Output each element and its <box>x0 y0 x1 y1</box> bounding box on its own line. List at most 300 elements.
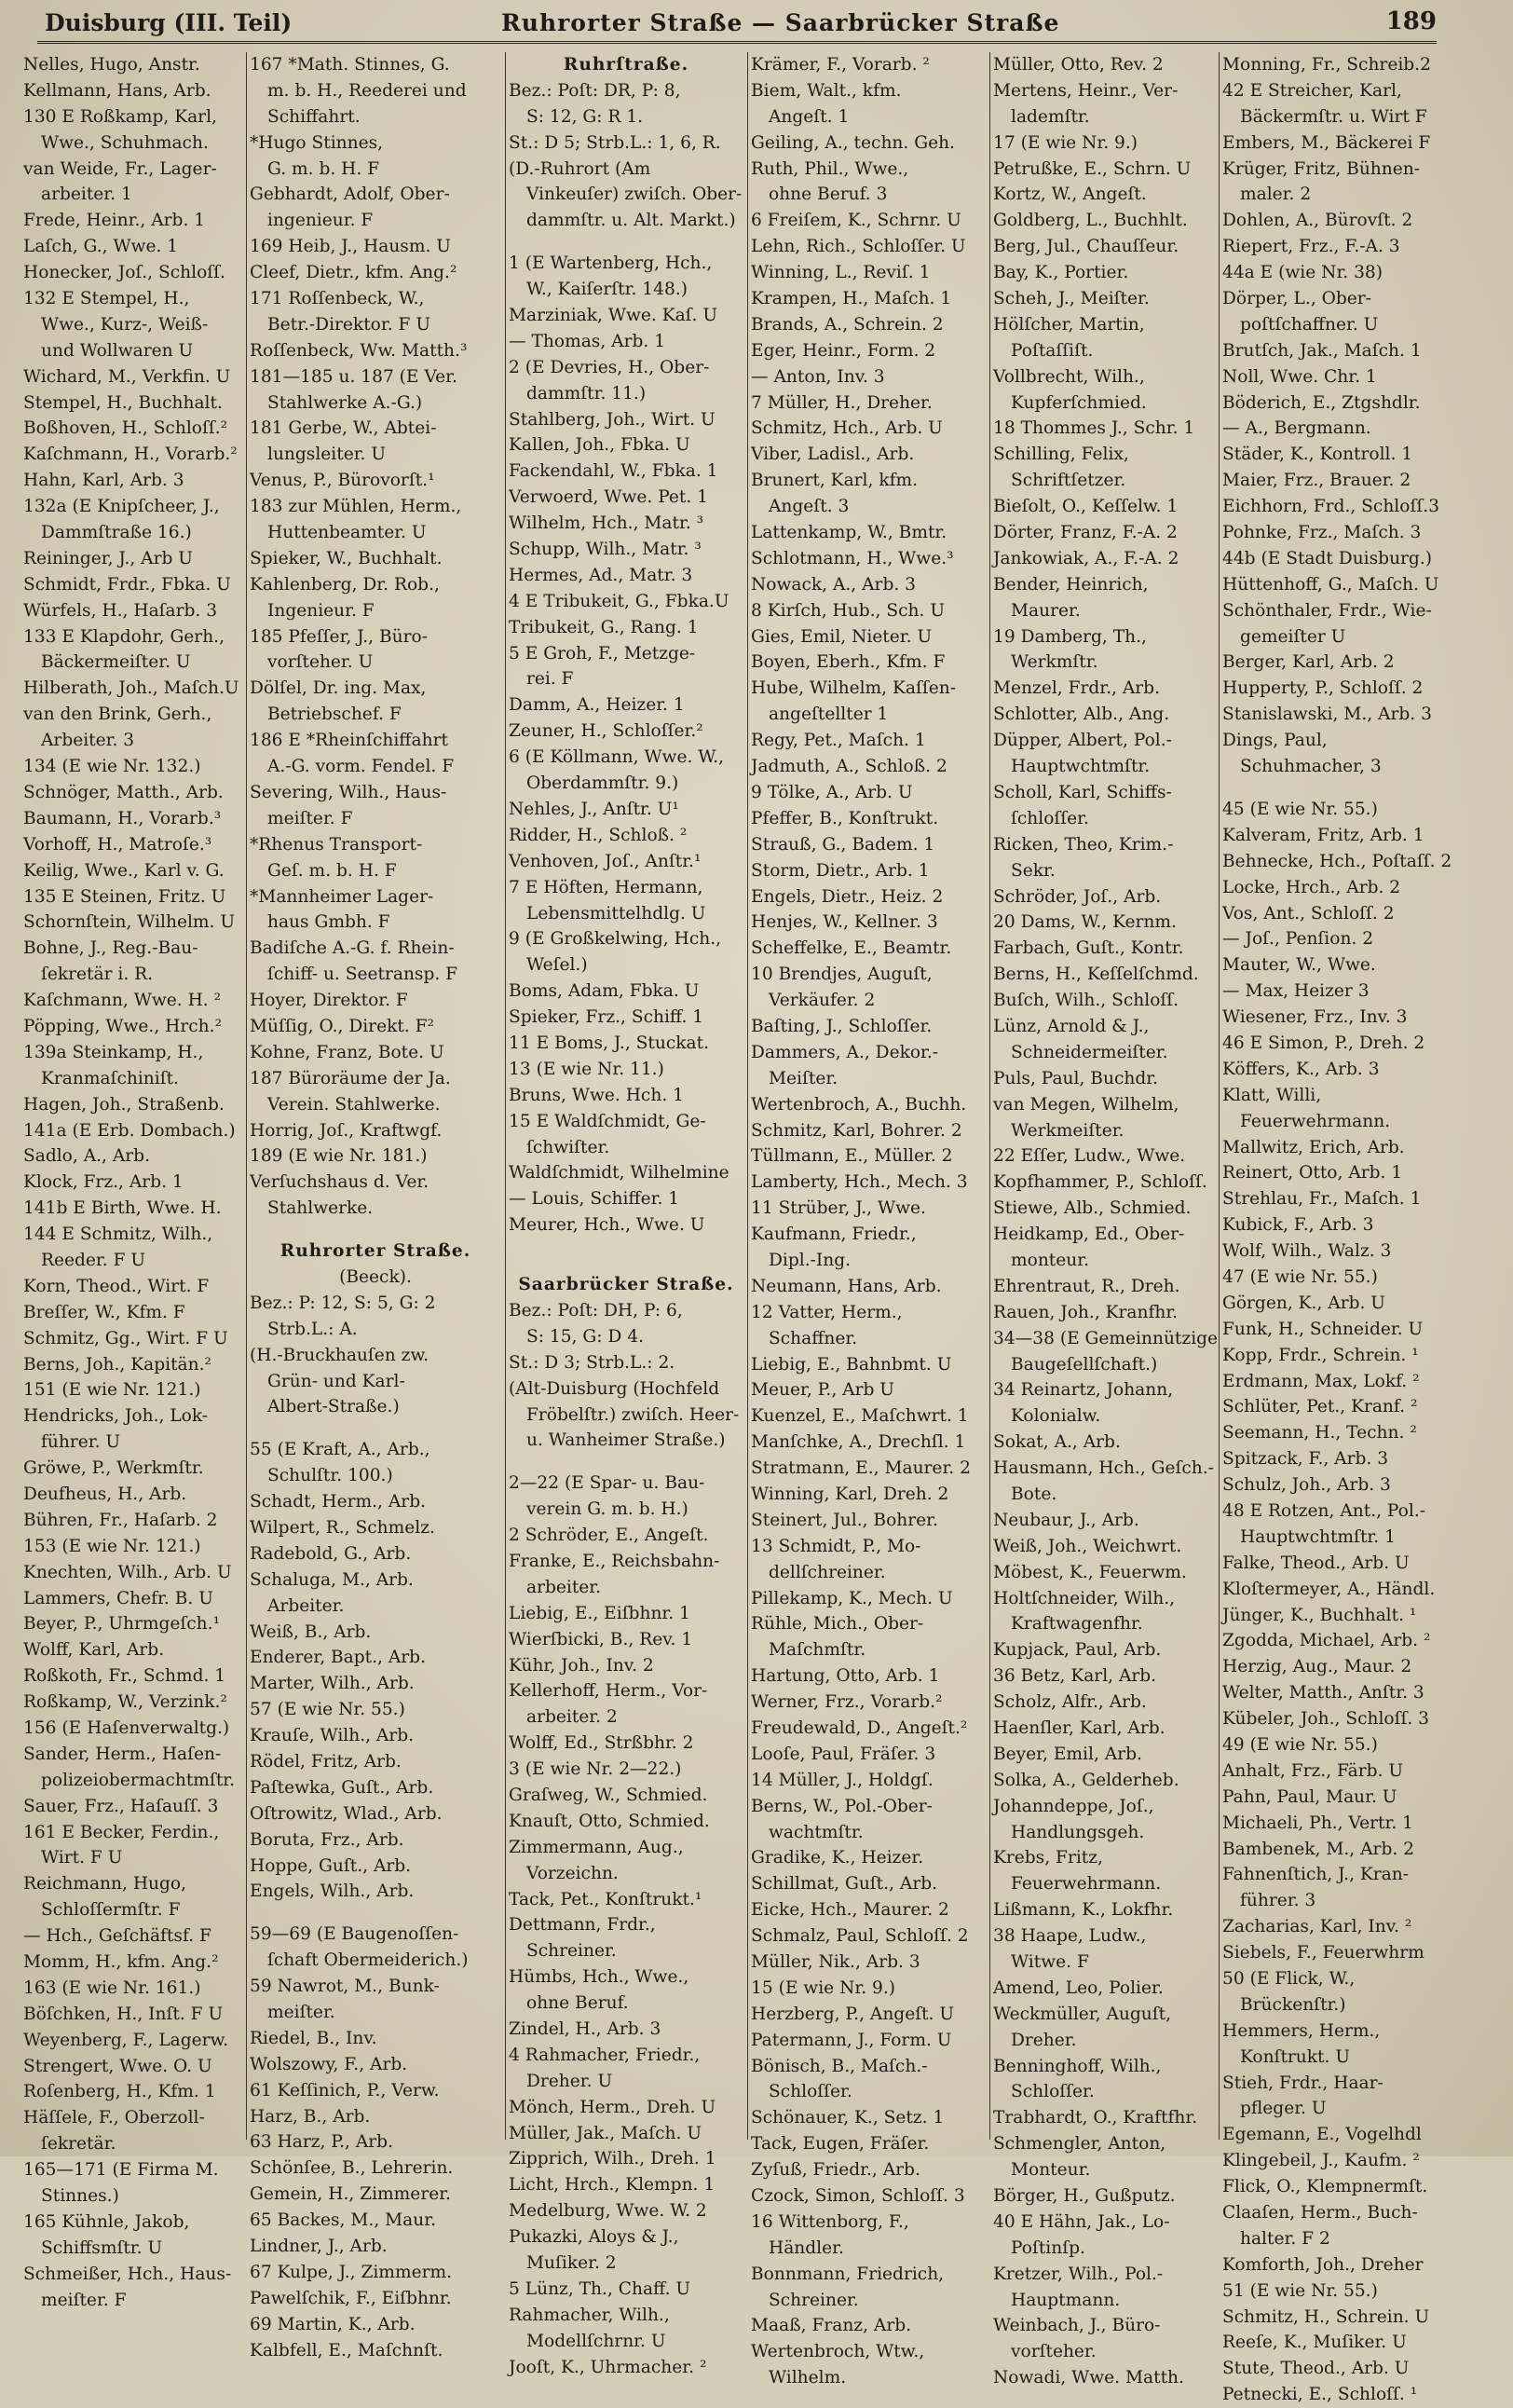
directory-entry-line: Enderer, Bapt., Arb. <box>250 1648 426 1668</box>
directory-entry-line: Berns, Joh., Kapitän.² <box>23 1354 211 1375</box>
column-1 <box>20 52 244 2310</box>
directory-entry-line: Reeſe, K., Muſiker. U <box>1222 2333 1407 2353</box>
directory-entry-line: 5 Lünz, Th., Chaff. U <box>509 2278 691 2299</box>
directory-entry-line: Scheh, J., Meiſter. <box>993 289 1150 309</box>
directory-entry-line: Pawelſchik, F., Eiſbhnr. <box>250 2288 452 2308</box>
directory-entry-line: Muſiker. 2 <box>526 2253 617 2274</box>
directory-entry-line: Berns, W., Pol.-Ober- <box>751 1796 933 1816</box>
directory-entry-line: 34—38 (E Gemeinnützige <box>993 1328 1219 1348</box>
directory-entry-line: Zeuner, H., Schloſſer.² <box>509 721 703 742</box>
directory-entry-line: u. Wanheimer Straße.) <box>526 1430 726 1451</box>
directory-entry-line: 165 Kühnle, Jakob, <box>23 2211 190 2232</box>
directory-entry-line: Kalveram, Fritz, Arb. 1 <box>1222 825 1424 845</box>
directory-entry-line: 169 Heib, J., Hausm. U <box>250 237 451 257</box>
directory-entry-line: Klock, Frz., Arb. 1 <box>23 1172 184 1193</box>
directory-entry-line: Waldſchmidt, Wilhelmine <box>509 1163 729 1183</box>
directory-entry-line: Böderich, E., Ztgshdlr. <box>1222 392 1421 413</box>
directory-entry-line: Henjes, W., Kellner. 3 <box>751 912 938 933</box>
directory-entry-line: — Max, Heizer 3 <box>1222 981 1370 1002</box>
directory-entry-line: Lebensmittelhdlg. U <box>526 903 706 924</box>
directory-entry-line: 144 E Schmitz, Wilh., <box>23 1225 213 1245</box>
directory-entry-line: Huttenbeamter. U <box>267 523 427 543</box>
directory-entry-line: Strengert, Wwe. O. U <box>23 2056 212 2076</box>
directory-entry-line: 44a E (wie Nr. 38) <box>1222 263 1384 283</box>
directory-entry-line: Fröbelſtr.) zwiſch. Heer- <box>526 1404 740 1425</box>
directory-entry-line: Bäckermſtr. u. Wirt F <box>1240 106 1427 127</box>
directory-entry-line: Feuerwehrmann. <box>1240 1111 1391 1131</box>
directory-entry-line: St.: D 3; Strb.L.: 2. <box>509 1352 675 1373</box>
directory-entry-line: Frede, Heinr., Arb. 1 <box>23 211 206 231</box>
directory-entry-line: Vorzeichn. <box>526 1863 619 1883</box>
directory-entry-line: Bäckermeiſter. U <box>41 652 191 673</box>
directory-entry-line: Dörper, L., Ober- <box>1222 289 1371 309</box>
directory-entry-line: Meurer, Hch., Wwe. U <box>509 1215 705 1236</box>
directory-entry-line: 181 Gerbe, W., Abtei- <box>250 418 437 439</box>
directory-entry-line: Ehrentraut, R., Dreh. <box>993 1276 1180 1296</box>
directory-entry-line: Dölſel, Dr. ing. Max, <box>250 678 427 699</box>
directory-entry-line: Neumann, Hans, Arb. <box>751 1276 942 1296</box>
directory-entry-line: Paſtewka, Guſt., Arb. <box>250 1777 434 1798</box>
directory-entry-line: 17 (E wie Nr. 9.) <box>993 132 1138 153</box>
directory-entry-line: Severing, Wilh., Haus- <box>250 782 447 802</box>
directory-entry-line: angeſtellter 1 <box>769 705 889 725</box>
directory-entry-line: führer. 3 <box>1240 1891 1316 1911</box>
directory-entry-line: Spieker, Frz., Schiff. 1 <box>509 1007 704 1028</box>
directory-entry-line: Kraftwagenfhr. <box>1011 1614 1143 1635</box>
directory-entry-line: 69 Martin, K., Arb. <box>250 2314 416 2334</box>
directory-entry-line: 6 (E Köllmann, Wwe. W., <box>509 747 724 768</box>
directory-entry-line: G. m. b. H. F <box>267 158 380 179</box>
directory-entry-line: Vorhoff, H., Matroſe.³ <box>23 834 212 855</box>
directory-entry-line: gemeiſter U <box>1240 626 1346 647</box>
directory-entry-line <box>506 1255 746 1272</box>
directory-entry-line: Marter, Wilh., Arb. <box>250 1674 415 1694</box>
directory-entry-line: lademſtr. <box>1011 106 1090 127</box>
directory-entry-line: Kohne, Franz, Bote. U <box>250 1042 444 1062</box>
directory-entry-line: 19 Damberg, Th., <box>993 626 1147 647</box>
directory-entry-line: Reininger, J., Arb U <box>23 548 193 568</box>
directory-entry-line: 34 Reinartz, Johann, <box>993 1380 1174 1401</box>
directory-entry-line: Schloſſermſtr. F <box>41 1900 181 1921</box>
directory-entry-line: 16 Wittenborg, F., <box>751 2211 909 2232</box>
directory-entry-line: Stempel, H., Buchhalt. <box>23 392 223 413</box>
directory-entry-line: Engels, Dietr., Heiz. 2 <box>751 886 944 907</box>
directory-entry-line: Pöpping, Wwe., Hrch.² <box>23 1016 223 1036</box>
directory-entry-line: Roßkoth, Fr., Schmd. 1 <box>23 1666 226 1687</box>
directory-entry-line: Stahlwerke. <box>267 1198 374 1219</box>
directory-entry-line: Herzig, Aug., Maur. 2 <box>1222 1657 1412 1677</box>
directory-entry-line: Knauſt, Otto, Schmied. <box>509 1811 710 1831</box>
directory-entry-line: Weiß, Joh., Weichwrt. <box>993 1536 1182 1556</box>
directory-entry-line: van Weide, Fr., Lager- <box>23 158 217 179</box>
directory-entry-line: Schröder, Joſ., Arb. <box>993 886 1162 907</box>
directory-entry-line: Hauptmann. <box>1011 2290 1121 2310</box>
directory-entry-line: Wolff, Karl, Arb. <box>23 1640 165 1661</box>
directory-entry-line: poſtſchaffner. U <box>1240 314 1379 335</box>
directory-entry-line: Nelles, Hugo, Anstr. <box>23 55 200 75</box>
directory-entry-line: Zyſuß, Friedr., Arb. <box>751 2160 920 2181</box>
directory-entry-line: Storm, Dietr., Arb. 1 <box>751 860 930 881</box>
directory-entry-line: ſchwiſter. <box>526 1137 610 1157</box>
directory-entry-line: arbeiter. 1 <box>41 185 132 205</box>
directory-entry-line: Bez.: Poſt: DH, P: 6, <box>509 1300 683 1320</box>
directory-entry-line: Lehn, Rich., Schloſſer. U <box>751 237 966 257</box>
directory-entry-line: Manſchke, A., Drechſl. 1 <box>751 1432 966 1453</box>
directory-entry-line: Winning, L., Reviſ. 1 <box>751 263 931 283</box>
directory-entry-line: Schiffsmſtr. U <box>41 2237 163 2258</box>
directory-entry-line: Kortz, W., Angeſt. <box>993 185 1147 205</box>
directory-entry-line: Oberdammſtr. 9.) <box>526 773 679 794</box>
directory-entry-line: Bohne, J., Reg.-Bau- <box>23 938 198 959</box>
directory-entry-line: Kuenzel, E., Maſchwrt. 1 <box>751 1406 969 1427</box>
directory-entry-line: 57 (E wie Nr. 55.) <box>250 1700 405 1720</box>
directory-entry-line: Schmidt, Frdr., Fbka. U <box>23 574 231 595</box>
directory-entry-line: van den Brink, Gerh., <box>23 705 212 725</box>
directory-entry-line: Honecker, Joſ., Schloſſ. <box>23 263 225 283</box>
directory-entry-line: Meuer, P., Arb U <box>751 1380 894 1401</box>
directory-entry-line: 185 Pfeſſer, J., Büro- <box>250 626 428 647</box>
directory-entry-line: ſchloſſer. <box>1011 808 1089 828</box>
column-6 <box>1219 52 1452 2405</box>
directory-entry-line: Schnöger, Matth., Arb. <box>23 782 224 802</box>
directory-entry-line: Gebhardt, Adolf, Ober- <box>250 185 450 205</box>
directory-entry-line: Schreiner. <box>769 2290 859 2310</box>
directory-entry-line: m. b. H., Reederei und <box>267 80 467 101</box>
directory-entry-line: Goldberg, L., Buchhlt. <box>993 211 1188 231</box>
directory-entry-line: Eger, Heinr., Form. 2 <box>751 340 936 361</box>
directory-entry-line: Oſtrowitz, Wlad., Arb. <box>250 1803 443 1824</box>
directory-entry-line: Kretzer, Wilh., Pol.- <box>993 2264 1164 2284</box>
directory-entry-line: Sekr. <box>1011 860 1056 881</box>
directory-entry-line: 22 Eſſer, Ludw., Wwe. <box>993 1146 1186 1167</box>
directory-entry-line: verein G. m. b. H.) <box>526 1499 688 1520</box>
directory-entry-line: 38 Haape, Ludw., <box>993 1926 1147 1947</box>
directory-entry-line: Betriebschef. F <box>267 705 402 725</box>
directory-entry-line: Arbeiter. <box>267 1595 345 1616</box>
directory-entry-line: Schneidermeiſter. <box>1011 1042 1168 1062</box>
directory-entry-line: — Louis, Schiffer. 1 <box>509 1189 680 1210</box>
directory-entry-line: Komforth, Joh., Dreher <box>1222 2254 1424 2275</box>
directory-entry-line <box>506 1454 746 1471</box>
directory-entry-line: Wierſbicki, B., Rev. 1 <box>509 1629 693 1649</box>
directory-entry-line: 156 (E Haſenverwaltg.) <box>23 1718 230 1738</box>
directory-entry-line: Wolff, Ed., Strßbhr. 2 <box>509 1733 694 1754</box>
directory-entry-line: Viber, Ladisl., Arb. <box>751 445 915 465</box>
directory-entry-line: Verkäufer. 2 <box>769 991 876 1011</box>
directory-entry-line: Müller, Otto, Rev. 2 <box>993 55 1164 75</box>
directory-entry-line: Wolszowy, F., Arb. <box>250 2054 408 2074</box>
directory-entry-line: Hoyer, Direktor. F <box>250 991 408 1011</box>
directory-entry-line: Schuhmacher, 3 <box>1240 757 1382 777</box>
directory-entry-line: Dettmann, Frdr., <box>509 1915 656 1936</box>
directory-entry-line: 151 (E wie Nr. 121.) <box>23 1380 201 1401</box>
directory-entry-line: Schmengler, Anton, <box>993 2134 1166 2155</box>
directory-entry-line: Kupferſchmied. <box>1011 392 1147 413</box>
directory-entry-line: Hupperty, P., Schloſſ. 2 <box>1222 678 1424 699</box>
directory-entry-line: Haenſler, Karl, Arb. <box>993 1718 1165 1738</box>
directory-entry-line: 161 E Becker, Ferdin., <box>23 1822 220 1842</box>
directory-entry-line: Schiffahrt. <box>267 106 361 127</box>
directory-entry-line: Kaſchmann, H., Vorarb.² <box>23 445 238 465</box>
directory-entry-line: Schmalz, Paul, Schloſſ. 2 <box>751 1926 969 1947</box>
directory-entry-line: Boßhoven, H., Schloſſ.² <box>23 418 228 439</box>
directory-entry-line: Engels, Wilh., Arb. <box>250 1881 415 1902</box>
directory-entry-line: Locke, Hrch., Arb. 2 <box>1222 877 1401 897</box>
directory-entry-line: Dings, Paul, <box>1222 731 1328 751</box>
directory-entry-line: 44b (E Stadt Duisburg.) <box>1222 548 1432 568</box>
directory-entry-line: Welter, Matth., Anſtr. 3 <box>1222 1683 1424 1703</box>
directory-entry-line: Ruth, Phil., Wwe., <box>751 158 909 179</box>
directory-entry-line: ſchiff- u. Seetransp. F <box>267 965 458 985</box>
directory-entry-line: 167 *Math. Stinnes, G. <box>250 55 450 75</box>
directory-entry-line: Gies, Emil, Nieter. U <box>751 626 933 647</box>
directory-entry-line: Maaß, Franz, Arb. <box>751 2316 912 2336</box>
directory-entry-line: Nehles, J., Anſtr. U¹ <box>509 799 679 819</box>
directory-entry-line: Witwe. F <box>1011 1952 1089 1973</box>
directory-entry-line: 9 (E Großkelwing, Hch., <box>509 929 722 950</box>
directory-entry-line: Kupjack, Paul, Arb. <box>993 1640 1162 1661</box>
directory-entry-line: Schmeißer, Hch., Haus- <box>23 2264 232 2284</box>
directory-entry-line: Krämer, F., Vorarb. ² <box>751 55 930 75</box>
directory-entry-line: Pfeffer, B., Konſtrukt. <box>751 808 939 828</box>
directory-entry-line: meiſter. F <box>267 808 353 828</box>
directory-entry-line: Eicke, Hch., Maurer. 2 <box>751 1900 949 1921</box>
directory-entry-line <box>247 1905 504 1922</box>
street-heading: Saarbrücker Straße. <box>518 1275 734 1295</box>
directory-entry-line: Liebig, E., Eiſbhnr. 1 <box>509 1603 690 1623</box>
directory-entry-line: Zgodda, Michael, Arb. ² <box>1222 1631 1431 1651</box>
directory-entry-line: Jooſt, K., Uhrmacher. ² <box>509 2357 707 2377</box>
directory-entry-line: Reinert, Otto, Arb. 1 <box>1222 1163 1403 1183</box>
directory-entry-line: Meiſter. <box>769 1068 838 1088</box>
directory-entry-line <box>506 234 746 251</box>
directory-entry-line: Schmitz, Gg., Wirt. F U <box>23 1328 228 1348</box>
directory-entry-line: Scholl, Karl, Schiffs- <box>993 782 1172 802</box>
directory-entry-line: Konſtrukt. U <box>1240 2046 1351 2067</box>
directory-entry-line: Embers, M., Bäckerei F <box>1222 132 1431 153</box>
directory-entry-line: Weyenberg, F., Lagerw. <box>23 2030 229 2050</box>
directory-entry-line: Sokat, A., Arb. <box>993 1432 1121 1453</box>
directory-entry-line: Schadt, Herm., Arb. <box>250 1492 427 1512</box>
directory-entry-line: Berger, Karl, Arb. 2 <box>1222 652 1395 673</box>
directory-entry-line: Seemann, H., Techn. ² <box>1222 1423 1417 1443</box>
directory-entry-line: Pukazki, Aloys & J., <box>509 2227 679 2248</box>
directory-entry-line: Lindner, J., Arb. <box>250 2237 388 2257</box>
directory-entry-line: Maurer. <box>1011 600 1081 621</box>
directory-entry-line: Händler. <box>769 2237 844 2258</box>
directory-entry-line: 134 (E wie Nr. 132.) <box>23 757 201 777</box>
directory-entry-line: (Beeck). <box>339 1266 412 1287</box>
directory-columns <box>20 52 1452 2405</box>
directory-entry-line: 183 zur Mühlen, Herm., <box>250 497 462 517</box>
directory-entry-line: Scholz, Alfr., Arb. <box>993 1692 1147 1713</box>
directory-entry-line: Wilhelm, Hch., Matr. ³ <box>509 513 704 534</box>
directory-entry-line: Hauptwchtmſtr. 1 <box>1240 1526 1396 1547</box>
directory-entry-line: Hartung, Otto, Arb. 1 <box>751 1666 940 1687</box>
directory-entry-line: Hemmers, Herm., <box>1222 2020 1381 2041</box>
directory-entry-line: 186 E *Rheinſchiffahrt <box>250 731 448 751</box>
directory-entry-line: Bruns, Wwe. Hch. 1 <box>509 1085 684 1105</box>
directory-entry-line: Kellmann, Hans, Arb. <box>23 80 211 101</box>
directory-entry-line: Spieker, W., Buchhalt. <box>250 548 443 568</box>
directory-entry-line: Freudewald, D., Angeſt.² <box>751 1718 968 1738</box>
directory-entry-line: Boms, Adam, Fbka. U <box>509 981 700 1002</box>
directory-entry-line: Siebels, F., Feuerwhrm <box>1222 1943 1424 1963</box>
directory-entry-line: Wwe., Kurz-, Weiß- <box>41 314 209 335</box>
directory-entry-line: Scheffelke, E., Beamtr. <box>751 938 952 959</box>
directory-entry-line: Looſe, Paul, Fräſer. 3 <box>751 1744 936 1764</box>
directory-entry-line: Schönthaler, Frdr., Wie- <box>1222 600 1432 621</box>
directory-entry-line: Möbest, K., Feuerwm. <box>993 1562 1187 1582</box>
directory-entry-line: 2 (E Devries, H., Ober- <box>509 357 710 377</box>
directory-entry-line: ſekretär. <box>41 2134 116 2155</box>
directory-entry-line: Schlotter, Alb., Ang. <box>993 705 1170 725</box>
directory-entry-line: Bote. <box>1011 1484 1057 1504</box>
directory-entry-line: 171 Roſſenbeck, W., <box>250 289 425 309</box>
directory-entry-line: Jadmuth, A., Schloß. 2 <box>751 757 947 777</box>
directory-entry-line: Müſſig, O., Direkt. F² <box>250 1016 434 1036</box>
directory-entry-line: 15 (E wie Nr. 9.) <box>751 1977 896 1998</box>
directory-entry-line: Bez.: P: 12, S: 5, G: 2 <box>250 1293 436 1313</box>
directory-entry-line: Schmitz, H., Schrein. U <box>1222 2306 1430 2327</box>
directory-entry-line: Behnecke, Hch., Poſtaſſ. 2 <box>1222 851 1452 871</box>
directory-entry-line: Lißmann, K., Lokfhr. <box>993 1900 1174 1921</box>
directory-entry-line: ſekretär i. R. <box>41 965 154 985</box>
directory-entry-line: Regy, Pet., Maſch. 1 <box>751 731 926 751</box>
directory-entry-line: 40 E Hähn, Jak., Lo- <box>993 2211 1170 2232</box>
directory-entry-line: 13 (E wie Nr. 11.) <box>509 1059 664 1079</box>
directory-entry-line: Grün- und Karl- <box>267 1371 405 1391</box>
directory-entry-line: polizeiobermachtmſtr. <box>41 1770 236 1790</box>
directory-entry-line: Kolonialw. <box>1011 1406 1101 1427</box>
directory-entry-line: Beyer, P., Uhrmgeſch.¹ <box>23 1614 221 1635</box>
directory-entry-line: Vos, Ant., Schloſſ. 2 <box>1222 903 1395 924</box>
directory-entry-line: Korn, Theod., Wirt. F <box>23 1276 210 1296</box>
directory-entry-line: 59 Nawrot, M., Bunk- <box>250 1977 440 1997</box>
directory-entry-line: Heidkamp, Ed., Ober- <box>993 1225 1185 1245</box>
directory-entry-line: Buſch, Wilh., Schloſſ. <box>993 991 1179 1011</box>
directory-entry-line: 46 E Simon, P., Dreh. 2 <box>1222 1033 1425 1053</box>
directory-entry-line: Verwoerd, Wwe. Pet. 1 <box>509 487 708 508</box>
directory-entry-line: Berns, H., Keſſelſchmd. <box>993 965 1199 985</box>
directory-entry-line: Rahmacher, Wilh., <box>509 2305 670 2325</box>
directory-entry-line: 141a (E Erb. Dombach.) <box>23 1120 236 1141</box>
directory-entry-line: Dohlen, A., Bürovſt. 2 <box>1222 211 1413 231</box>
directory-entry-line: Trabhardt, O., Kraftfhr. <box>993 2108 1198 2128</box>
directory-entry-line: lungsleiter. U <box>267 445 387 465</box>
directory-entry-line: Weſel.) <box>526 955 588 976</box>
directory-entry-line: Schaffner. <box>769 1328 858 1348</box>
directory-entry-line: Petnecki, E., Schloſſ. ¹ <box>1222 2385 1418 2405</box>
directory-entry-line: Schilling, Felix, <box>993 445 1129 465</box>
directory-entry-line: Vollbrecht, Wilh., <box>993 366 1145 387</box>
directory-entry-line: Kopp, Frdr., Schrein. ¹ <box>1222 1345 1419 1365</box>
directory-entry-line: Kalbfell, E., Maſchnſt. <box>250 2340 443 2360</box>
directory-entry-line: Brückenſtr.) <box>1240 1994 1346 2015</box>
directory-entry-line: Beyer, Emil, Arb. <box>993 1744 1142 1764</box>
directory-entry-line: halter. F 2 <box>1240 2228 1330 2249</box>
directory-entry-line <box>1220 780 1438 797</box>
directory-entry-line: Sauer, Frz., Haſauſſ. 3 <box>23 1796 219 1816</box>
directory-entry-line: Schloſſer. <box>769 2082 852 2102</box>
directory-entry-line: 2 Schröder, E., Angeſt. <box>509 1526 709 1546</box>
directory-entry-line: Kühr, Joh., Inv. 2 <box>509 1655 654 1676</box>
directory-entry-line: Benninghoff, Wilh., <box>993 2056 1162 2076</box>
directory-entry-line: *Hugo Stinnes, <box>250 132 384 153</box>
directory-entry-line: Funk, H., Schneider. U <box>1222 1319 1424 1339</box>
directory-entry-line: Damm, A., Heizer. 1 <box>509 695 685 716</box>
directory-entry-line: Mertens, Heinr., Ver- <box>993 80 1179 101</box>
directory-entry-line: 163 (E wie Nr. 161.) <box>23 1977 201 1998</box>
directory-entry-line: Müller, Jak., Maſch. U <box>509 2123 702 2143</box>
directory-entry-line: Weiß, B., Arb. <box>250 1621 372 1642</box>
directory-entry-line: Brands, A., Schrein. 2 <box>751 314 944 335</box>
directory-entry-line: Baugeſellſchaft.) <box>1011 1354 1158 1375</box>
directory-entry-line: Albert-Straße.) <box>267 1397 400 1417</box>
directory-entry-line: Böſchken, H., Inſt. F U <box>23 2004 224 2024</box>
directory-entry-line: Wolf, Wilh., Walz. 3 <box>1222 1241 1392 1262</box>
directory-entry-line: 18 Thommes J., Schr. 1 <box>993 418 1195 439</box>
directory-entry-line: Wiesener, Frz., Inv. 3 <box>1222 1007 1408 1028</box>
directory-entry-line: Anhalt, Frz., Färb. U <box>1222 1760 1404 1781</box>
directory-entry-line: ſchaft Obermeiderich.) <box>267 1950 469 1971</box>
directory-entry-line: Horrig, Joſ., Kraftwgf. <box>250 1120 443 1141</box>
directory-entry-line: Tüllmann, E., Müller. 2 <box>751 1146 953 1167</box>
directory-entry-line: 45 (E wie Nr. 55.) <box>1222 799 1378 819</box>
directory-entry-line: Geiling, A., techn. Geh. <box>751 132 955 153</box>
directory-entry-line: Boyen, Eberh., Kfm. F <box>751 652 946 673</box>
directory-entry-line: Steinert, Jul., Bohrer. <box>751 1510 938 1530</box>
directory-entry-line: Schulſtr. 100.) <box>267 1466 393 1486</box>
directory-entry-line: 139a Steinkamp, H., <box>23 1042 204 1062</box>
directory-entry-line: Solka, A., Gelderheb. <box>993 1770 1179 1790</box>
directory-entry-line: Schönauer, K., Setz. 1 <box>751 2108 945 2128</box>
directory-entry-line: Fahnenſtich, J., Kran- <box>1222 1865 1410 1885</box>
directory-entry-line: Graſweg, W., Schmied. <box>509 1785 708 1805</box>
directory-entry-line: Riepert, Frz., F.-A. 3 <box>1222 237 1400 257</box>
directory-entry-line: Jankowiak, A., F.-A. 2 <box>993 548 1179 568</box>
directory-entry-line: arbeiter. 2 <box>526 1707 618 1728</box>
directory-entry-line: Cleef, Dietr., kfm. Ang.² <box>250 263 457 283</box>
directory-entry-line: Angeſt. 1 <box>769 106 850 127</box>
directory-entry-line: Bez.: Poſt: DR, P: 8, <box>509 80 681 101</box>
directory-entry-line: 11 E Boms, J., Stuckat. <box>509 1033 709 1053</box>
directory-entry-line: Verſuchshaus d. Ver. <box>250 1172 429 1193</box>
directory-entry-line: 13 Schmidt, P., Mo- <box>751 1536 921 1556</box>
directory-entry-line: Angeſt. 3 <box>769 497 850 517</box>
directory-entry-line: 67 Kulpe, J., Zimmerm. <box>250 2262 453 2282</box>
directory-entry-line: 130 E Roßkamp, Karl, <box>23 106 217 127</box>
directory-entry-line: Johanndeppe, Joſ., <box>993 1796 1154 1816</box>
page-number: 189 <box>1385 7 1437 35</box>
directory-entry-line: — Thomas, Arb. 1 <box>509 331 666 351</box>
directory-entry-line: Reeder. F U <box>41 1250 146 1270</box>
directory-entry-line: Hümbs, Hch., Wwe., <box>509 1967 689 1988</box>
directory-entry-line: Bender, Heinrich, <box>993 574 1149 595</box>
directory-entry-line: und Wollwaren U <box>41 340 194 361</box>
directory-entry-line: pfleger. U <box>1240 2099 1327 2119</box>
directory-entry-line: W., Kaiſerſtr. 148.) <box>526 280 688 300</box>
directory-entry-line: Werkmeiſter. <box>1011 1120 1125 1141</box>
directory-entry-line: Mauter, W., Wwe. <box>1222 955 1376 976</box>
directory-entry-line: Weinbach, J., Büro- <box>993 2316 1161 2336</box>
directory-entry-line: St.: D 5; Strb.L.: 1, 6, R. <box>509 132 721 153</box>
directory-entry-line: meiſter. <box>267 2003 335 2023</box>
directory-entry-line: ohne Beruf. <box>526 1993 629 2014</box>
directory-entry-line: Czock, Simon, Schloſſ. 3 <box>751 2186 965 2207</box>
directory-entry-line: Falke, Theod., Arb. U <box>1222 1553 1410 1573</box>
directory-entry-line: Kranmaſchiniſt. <box>41 1068 179 1088</box>
